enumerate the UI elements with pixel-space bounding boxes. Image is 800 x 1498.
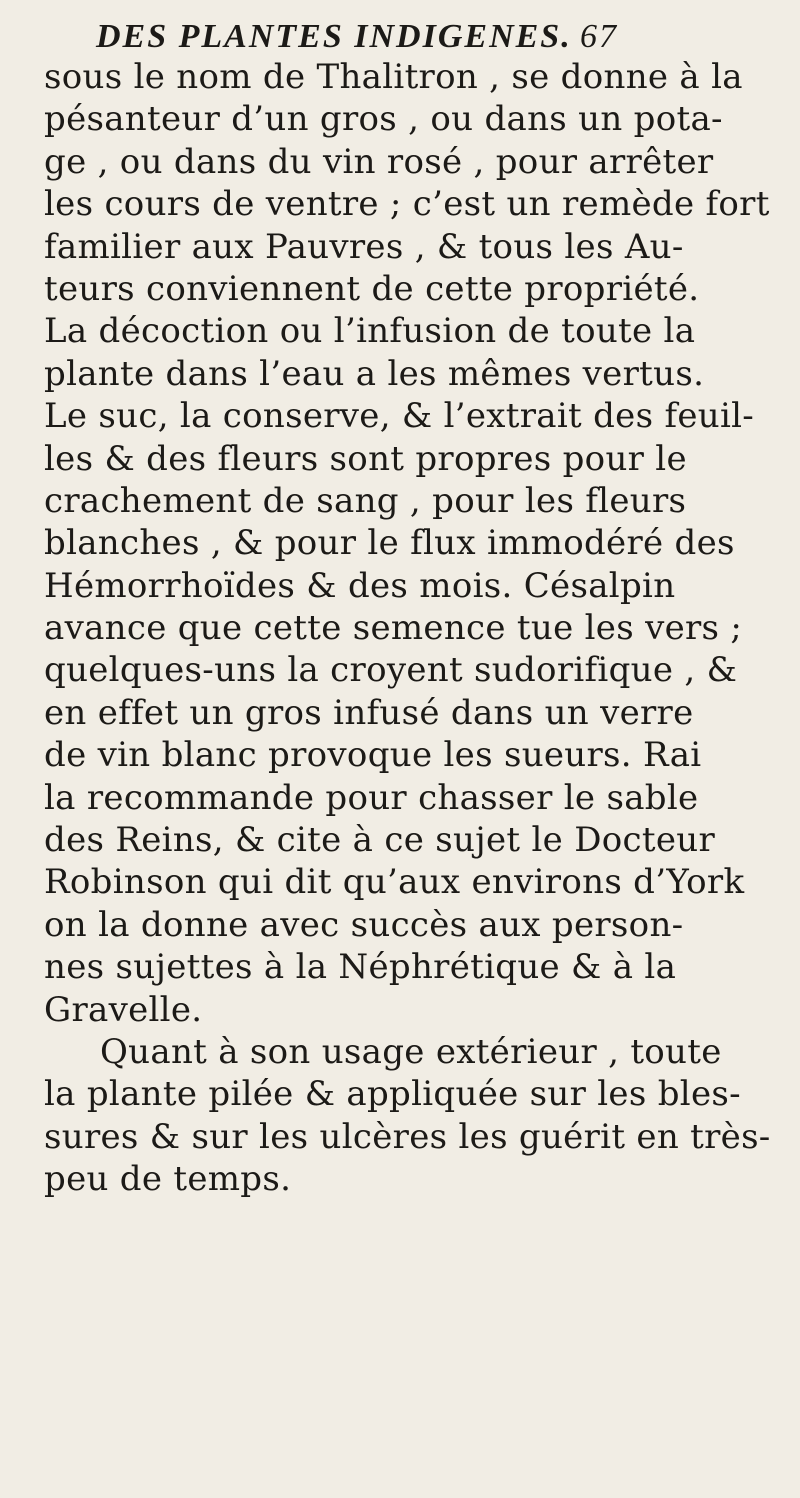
text-line: la recommande pour chasser le sable (44, 777, 699, 818)
page-number: 67 (580, 18, 618, 55)
text-line: avance que cette semence tue les vers ; (44, 608, 743, 649)
text-line: les & des fleurs sont propres pour le (44, 438, 687, 479)
text-line: peu de temps. (44, 1159, 292, 1200)
text-line: sous le nom de Thalitron , se donne à la (44, 57, 743, 97)
text-line: teurs conviennent de cette propriété. (44, 268, 700, 309)
text-line: blanches , & pour le flux immodéré des (44, 523, 735, 564)
text-line: de vin blanc provoque les sueurs. Rai (44, 735, 702, 776)
text-line: crachement de sang , pour les fleurs (44, 480, 687, 521)
text-line: les cours de ventre ; c’est un remède fort (44, 184, 770, 225)
text-line: on la donne avec succès aux person- (44, 904, 684, 945)
text-line: pésanteur d’un gros , ou dans un pota- (44, 99, 723, 140)
text-line: plante dans l’eau a les mêmes vertus. (44, 353, 705, 394)
body-text (44, 56, 784, 1201)
text-line: en effet un gros infusé dans un verre (44, 692, 694, 733)
running-title: DES PLANTES INDIGENES. (96, 18, 572, 55)
text-line: ge , ou dans du vin rosé , pour arrêter (44, 141, 714, 182)
text-line: Le suc, la conserve, & l’extrait des feuil- (44, 396, 755, 437)
text-line: Robinson qui dit qu’aux environs d’York (44, 862, 745, 903)
text-line: Hémorrhoïdes & des mois. Césalpin (44, 565, 676, 606)
text-line: familier aux Pauvres , & tous les Au- (44, 226, 684, 267)
text-line: quelques-uns la croyent sudorifique , & (44, 650, 738, 691)
text-line: La décoction ou l’infusion de toute la (44, 311, 696, 352)
text-line: la plante pilée & appliquée sur les bles- (44, 1074, 741, 1115)
text-line: sures & sur les ulcères les guérit en très- (44, 1116, 771, 1157)
paragraph-start-line: Quant à son usage extérieur , toute (100, 1031, 722, 1072)
text-line: Gravelle. (44, 989, 203, 1030)
text-line: nes sujettes à la Néphrétique & à la (44, 947, 677, 988)
text-line: des Reins, & cite à ce sujet le Docteur (44, 820, 716, 861)
